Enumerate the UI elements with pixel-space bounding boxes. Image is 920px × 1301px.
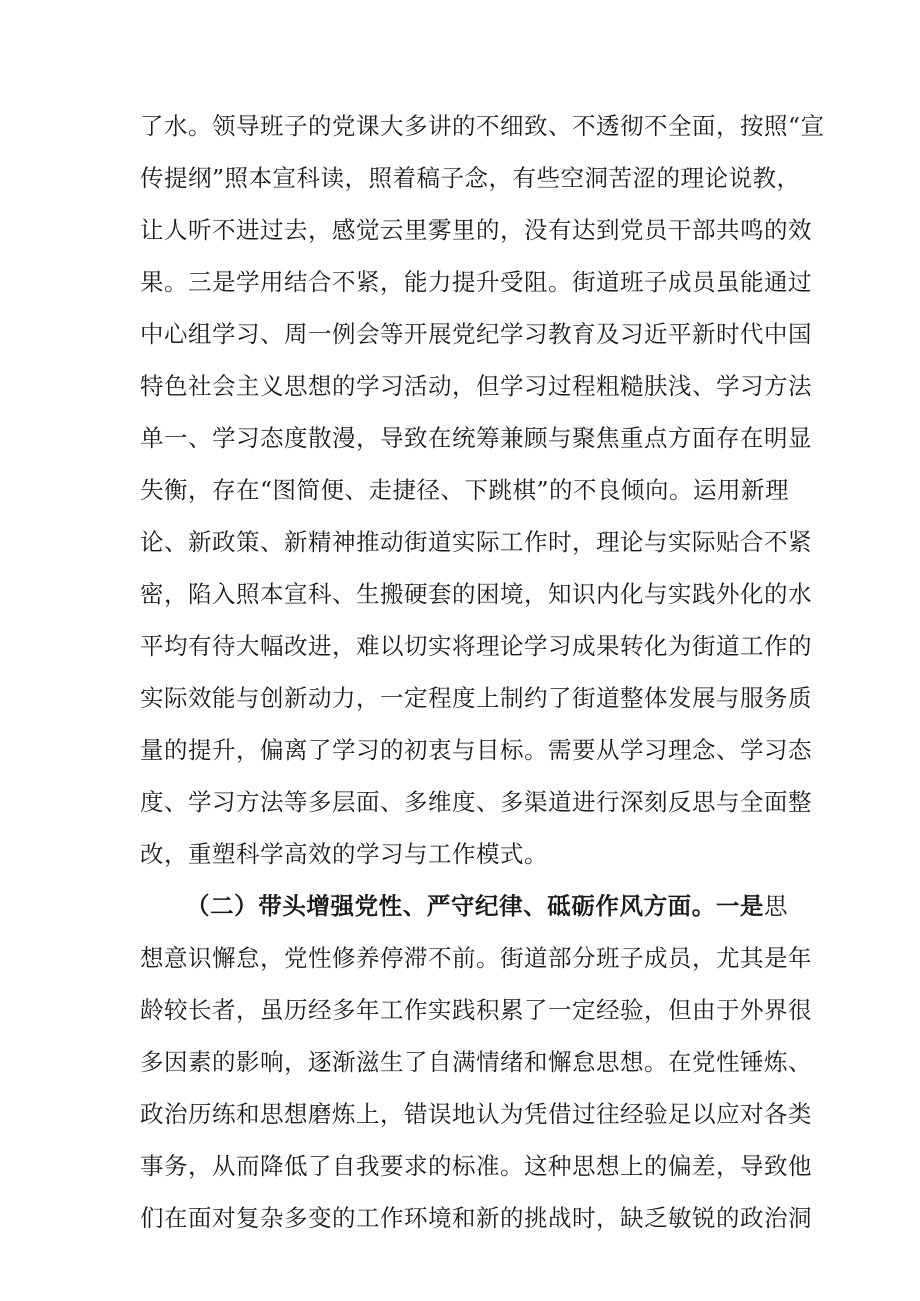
heading-continuation: 思 bbox=[764, 892, 788, 920]
text-line: 想意识懈怠，党性修养停滞不前。街道部分班子成员，尤其是年 bbox=[140, 944, 812, 972]
text-line: 龄较长者，虽历经多年工作实践积累了一定经验，但由于外界很 bbox=[140, 996, 812, 1024]
text-line: 多因素的影响，逐渐滋生了自满情绪和懈怠思想。在党性锤炼、 bbox=[140, 1048, 812, 1076]
text-line: 政治历练和思想磨炼上，错误地认为凭借过往经验足以应对各类 bbox=[140, 1100, 812, 1128]
text-line: 论、新政策、新精神推动街道实际工作时，理论与实际贴合不紧 bbox=[140, 528, 812, 556]
text-line: 传提纲”照本宣科读，照着稿子念，有些空洞苦涩的理论说教， bbox=[140, 164, 801, 192]
text-line: 了水。领导班子的党课大多讲的不细致、不透彻不全面，按照“宣 bbox=[140, 112, 825, 140]
text-line: 密，陷入照本宣科、生搬硬套的困境，知识内化与实践外化的水 bbox=[140, 580, 812, 608]
text-line: 失衡，存在“图简便、走捷径、下跳棋”的不良倾向。运用新理 bbox=[140, 476, 790, 504]
text-line: 果。三是学用结合不紧，能力提升受阻。街道班子成员虽能通过 bbox=[140, 268, 812, 296]
text-line: 改，重塑科学高效的学习与工作模式。 bbox=[140, 840, 548, 868]
text-line: 中心组学习、周一例会等开展党纪学习教育及习近平新时代中国 bbox=[140, 320, 812, 348]
text-line: 事务，从而降低了自我要求的标准。这种思想上的偏差，导致他 bbox=[140, 1152, 812, 1180]
section-heading: （二）带头增强党性、严守纪律、砥砺作风方面。一是 bbox=[186, 892, 764, 920]
text-line: 度、学习方法等多层面、多维度、多渠道进行深刻反思与全面整 bbox=[140, 788, 812, 816]
text-line: 实际效能与创新动力，一定程度上制约了街道整体发展与服务质 bbox=[140, 684, 812, 712]
text-line: 们在面对复杂多变的工作环境和新的挑战时，缺乏敏锐的政治洞 bbox=[140, 1204, 812, 1232]
section-heading-line bbox=[186, 880, 788, 932]
text-line: 单一、学习态度散漫，导致在统筹兼顾与聚焦重点方面存在明显 bbox=[140, 424, 812, 452]
text-line: 平均有待大幅改进，难以切实将理论学习成果转化为街道工作的 bbox=[140, 632, 812, 660]
text-line: 量的提升，偏离了学习的初衷与目标。需要从学习理念、学习态 bbox=[140, 736, 812, 764]
text-line: 让人听不进过去，感觉云里雾里的，没有达到党员干部共鸣的效 bbox=[140, 216, 812, 244]
text-line: 特色社会主义思想的学习活动，但学习过程粗糙肤浅、学习方法 bbox=[140, 372, 812, 400]
